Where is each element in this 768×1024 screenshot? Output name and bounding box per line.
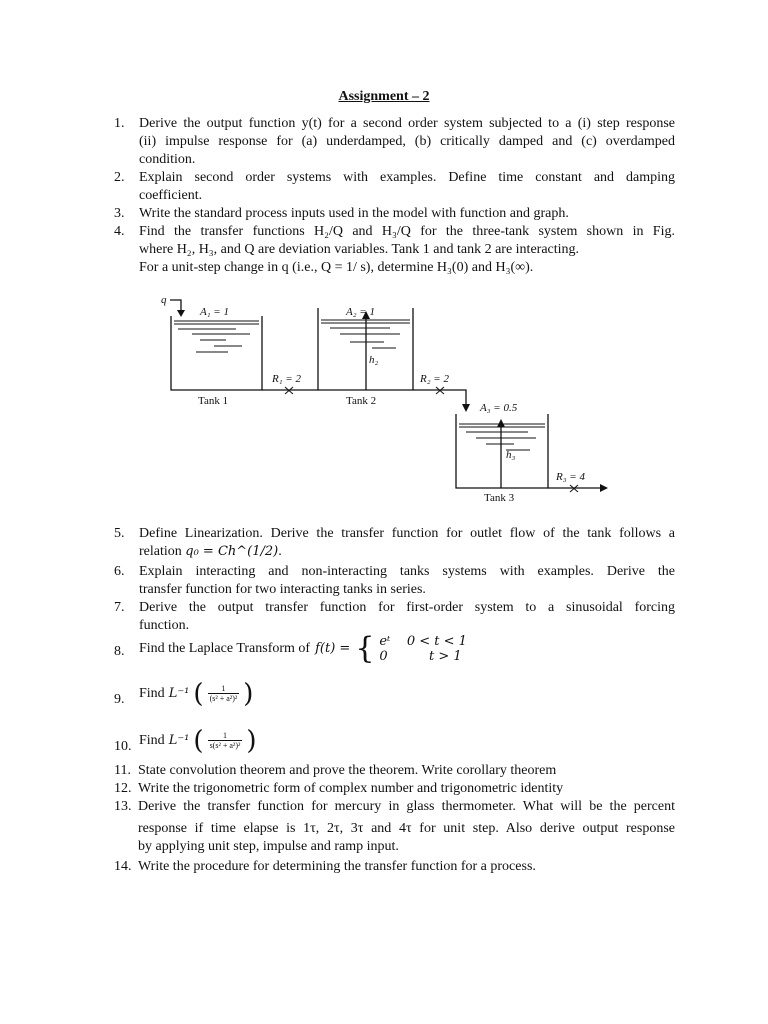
- tank-2-area: A₂ = 1: [346, 306, 375, 318]
- r1-label: R₁ = 2: [272, 373, 301, 385]
- question-11: 11. State convolution theorem and prove the theorem. Write corollary theorem: [114, 763, 557, 778]
- inverse-laplace-operator: L⁻¹: [168, 685, 190, 701]
- inflow-arrowhead: [177, 310, 185, 317]
- question-2: 2. Explain second order systems with examples. Define time constant and damping coefficient.: [114, 170, 675, 203]
- three-tank-diagram: [0, 290, 768, 510]
- h3-label: h₃: [506, 449, 516, 461]
- page-title: Assignment – 2: [338, 89, 430, 104]
- relation-formula: q₀ = Ch^(1/2): [185, 544, 279, 559]
- r3-label: R₃ = 4: [556, 471, 585, 483]
- tank-1-wall: [171, 316, 262, 390]
- question-8: 8. Find the Laplace Transform of f(t) = { eᵗ 0 < t < 1 0 t > 1: [114, 631, 467, 666]
- tank-1-area: A₁ = 1: [200, 306, 229, 318]
- question-6: 6. Explain interacting and non-interacting tanks systems with examples. Derive the transfer function for two interacting tanks in series.: [114, 564, 675, 597]
- fraction: $\frac{1}{\text{s(s² + a²)²}}$: [209, 731, 241, 750]
- tank-3-label: Tank 3: [484, 492, 515, 504]
- question-10: 10. Find L⁻¹ ( $\frac{1}{\text{s(s² + a²)²}}$ ): [114, 725, 257, 756]
- tank-2-label: Tank 2: [346, 395, 377, 407]
- piecewise-cases: eᵗ 0 < t < 1 0 t > 1: [379, 634, 467, 664]
- inflow-label: q: [161, 294, 167, 306]
- question-12: 12. Write the trigonometric form of complex number and trigonometric identity: [114, 781, 564, 796]
- piecewise-function-label: f(t) =: [315, 641, 351, 656]
- h2-label: h₂: [369, 354, 379, 366]
- tank-1-label: Tank 1: [198, 395, 229, 407]
- question-4: 4. Find the transfer functions H₂/Q and H₃/Q for the three-tank system shown in Fig. where H₂, H₃, and Q are deviation variables. Tank 1 and tank 2 are interacting. For a unit-step change in q (i.e., Q = 1/ s), determine H₃(0) and H₃(∞).: [114, 224, 675, 275]
- question-1: 1. Derive the output function y(t) for a second order system subjected to a (i) step response (ii) impulse response for (a) underdamped, (b) critically damped and (c) overdamped condition.: [114, 116, 675, 167]
- question-13: 13. Derive the transfer function for mercury in glass thermometer. What will be the percent response if time elapse is 1τ, 2τ, 3τ and 4τ for unit step. Also derive output response by applying unit step, impulse and ramp input.: [114, 799, 675, 854]
- fraction: $\frac{1}{\text{(s² + a²)²}}$: [209, 684, 238, 703]
- question-3: 3. Write the standard process inputs used in the model with function and graph.: [114, 206, 569, 221]
- inverse-laplace-operator: L⁻¹: [168, 732, 190, 748]
- r2-label: R₂ = 2: [420, 373, 449, 385]
- question-5: 5. Define Linearization. Derive the transfer function for outlet flow of the tank follows a relation q₀ = Ch^(1/2).: [114, 526, 675, 559]
- pipe-r2: [413, 390, 466, 406]
- left-brace: {: [355, 631, 375, 666]
- question-9: 9. Find L⁻¹ ( $\frac{1}{\text{(s² + a²)²}}$ ): [114, 678, 254, 709]
- tank-3-area: A₃ = 0.5: [480, 402, 518, 414]
- question-7: 7. Derive the output transfer function for first-order system to a sinusoidal forcing function.: [114, 600, 675, 633]
- question-14: 14. Write the procedure for determining the transfer function for a process.: [114, 859, 536, 874]
